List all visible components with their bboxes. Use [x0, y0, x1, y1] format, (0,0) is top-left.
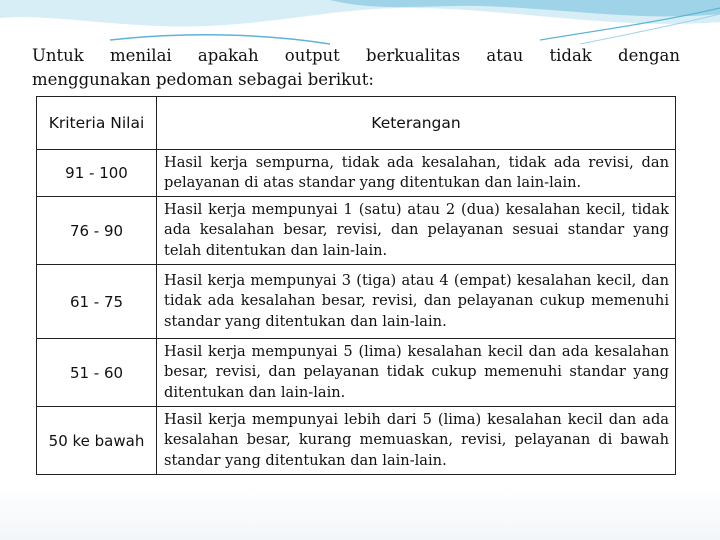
wave-graphic	[0, 0, 720, 48]
table-row	[37, 339, 676, 407]
table-row	[37, 407, 676, 475]
intro-line-2: menggunakan pedoman sebagai berikut:	[32, 70, 374, 89]
table-row	[37, 197, 676, 265]
description-cell: Hasil kerja mempunyai 1 (satu) atau 2 (dua) kesalahan kecil, tidak ada kesalahan besar, revisi, dan pelayanan sesuai standar yang telah ditentukan dan lain-lain.	[157, 197, 676, 265]
range-cell: 61 - 75	[37, 265, 157, 339]
description-cell: Hasil kerja mempunyai 5 (lima) kesalahan kecil dan ada kesalahan besar, revisi, dan pelayanan tidak cukup memenuhi standar yang ditentukan dan lain-lain.	[157, 339, 676, 407]
intro-line-1: Untuk menilai apakah output berkualitas atau tidak dengan	[32, 46, 680, 65]
range-cell: 91 - 100	[37, 150, 157, 197]
wave-line-1	[110, 35, 330, 44]
decorative-wave-header	[0, 0, 720, 48]
bottom-fade	[0, 484, 720, 540]
criteria-table	[36, 96, 676, 475]
description-cell: Hasil kerja sempurna, tidak ada kesalahan, tidak ada revisi, dan pelayanan di atas standar yang ditentukan dan lain-lain.	[157, 150, 676, 197]
range-cell: 76 - 90	[37, 197, 157, 265]
intro-paragraph	[32, 44, 680, 92]
range-cell: 50 ke bawah	[37, 407, 157, 475]
table-header-row	[37, 97, 676, 150]
description-cell: Hasil kerja mempunyai 3 (tiga) atau 4 (empat) kesalahan kecil, dan tidak ada kesalahan besar, revisi, dan pelayanan cukup memenuhi standar yang ditentukan dan lain-lain.	[157, 265, 676, 339]
description-cell: Hasil kerja mempunyai lebih dari 5 (lima) kesalahan kecil dan ada kesalahan besar, kurang memuaskan, revisi, pelayanan di bawah standar yang ditentukan dan lain-lain.	[157, 407, 676, 475]
header-kriteria-nilai: Kriteria Nilai	[37, 97, 157, 150]
header-keterangan: Keterangan	[157, 97, 676, 150]
range-cell: 51 - 60	[37, 339, 157, 407]
table-row	[37, 265, 676, 339]
table-row	[37, 150, 676, 197]
